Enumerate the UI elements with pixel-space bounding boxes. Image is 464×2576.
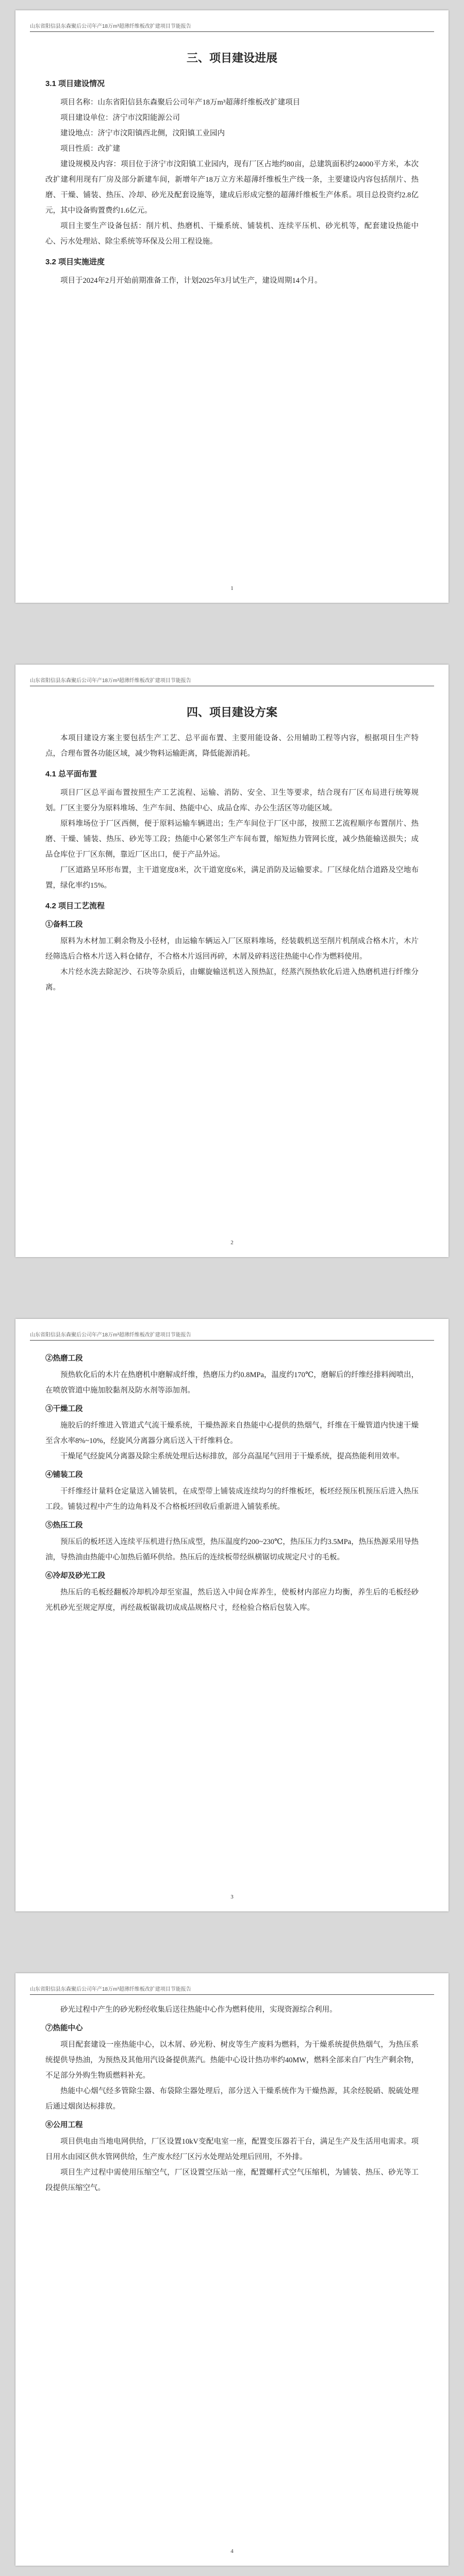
subsection-heading: ④铺装工段: [45, 1471, 83, 1479]
page-number: 3: [230, 1894, 234, 1900]
paragraph: 木片经水洗去除泥沙、石块等杂质后，由螺旋输送机送入预热缸，经蒸汽预热软化后进入热磨机进行纤维分离。: [45, 968, 419, 992]
subsection-heading: ③干燥工段: [45, 1405, 83, 1413]
subsection-heading: ①备料工段: [45, 921, 83, 929]
page-body: [45, 693, 419, 995]
paragraph: 项目主要生产设备包括：削片机、热磨机、干燥系统、铺装机、连续平压机、砂光机等，配套建设热能中心、污水处理站、除尘系统等环保及公用工程设施。: [45, 222, 419, 246]
section-heading: 4.2 项目工艺流程: [45, 902, 105, 910]
subsection-heading: ⑧公用工程: [45, 2121, 83, 2129]
paragraph: 项目生产过程中需使用压缩空气，厂区设置空压站一座，配置螺杆式空气压缩机，为铺装、热压、砂光等工段提供压缩空气。: [45, 2168, 419, 2192]
paragraph: 项目性质：改扩建: [60, 145, 120, 153]
paragraph: 项目供电由当地电网供给，厂区设置10kV变配电室一座，配置变压器若干台，满足生产及生活用电需求。项目用水由园区供水管网供给，生产废水经厂区污水处理站处理后回用，不外排。: [45, 2138, 419, 2161]
page-number: 2: [230, 1240, 234, 1246]
paragraph: 建设规模及内容：项目位于济宁市汶阳镇工业园内，现有厂区占地约80亩，总建筑面积约24000平方米，本次改扩建利用现有厂房及部分新建车间，新增年产18万立方米超薄纤维板生产线一条，主要建设内容包括削片、热磨、干燥、铺装、热压、冷却、砂光及配套设施等，建成后形成完整的超薄纤维板生产体系。项目总投资约2.8亿元，其中设备购置费约1.6亿元。: [45, 160, 419, 215]
page-header: 山东省阳信县东森聚后公司年产18万m³超薄纤维板改扩建项目节能报告: [30, 1985, 434, 1995]
chapter-title: 四、项目建设方案: [186, 706, 277, 719]
paragraph: 建设地点：济宁市汶阳镇西北侧，汶阳镇工业园内: [60, 129, 225, 138]
paragraph: 干纤维经计量料仓定量送入铺装机，在成型带上铺装成连续均匀的纤维板坯，板坯经预压机预压后进入热压工段。铺装过程中产生的边角料及不合格板坯回收后重新进入铺装系统。: [45, 1487, 419, 1511]
paragraph: 项目名称：山东省阳信县东森聚后公司年产18万m³超薄纤维板改扩建项目: [60, 98, 301, 107]
paragraph: 项目配套建设一座热能中心，以木屑、砂光粉、树皮等生产废料为燃料，为干燥系统提供热烟气，为热压系统提供导热油，为预热及其他用汽设备提供蒸汽。热能中心设计热功率约40MW，燃料全部来自厂内生产剩余物，不足部分外购生物质燃料补充。: [45, 2041, 419, 2080]
page-number: 1: [230, 585, 234, 591]
paragraph: 砂光过程中产生的砂光粉经收集后送往热能中心作为燃料使用，实现资源综合利用。: [60, 2006, 337, 2014]
paragraph: 项目厂区总平面布置按照生产工艺流程、运输、消防、安全、卫生等要求，结合现有厂区布局进行统筹规划。厂区主要分为原料堆场、生产车间、热能中心、成品仓库、办公生活区等功能区域。: [45, 789, 419, 812]
page-body: [45, 39, 419, 289]
section-heading: 3.1 项目建设情况: [45, 79, 105, 88]
page-body: [45, 2002, 419, 2196]
chapter-title: 三、项目建设进展: [186, 52, 277, 64]
paragraph: 干燥尾气经旋风分离器及除尘系统处理后达标排放，部分高温尾气回用于干燥系统，提高热能利用效率。: [60, 1452, 404, 1461]
page-header: 山东省阳信县东森聚后公司年产18万m³超薄纤维板改扩建项目节能报告: [30, 22, 434, 32]
subsection-heading: ⑦热能中心: [45, 2024, 83, 2032]
section-heading: 3.2 项目实施进度: [45, 258, 105, 266]
paragraph: 本项目建设方案主要包括生产工艺、总平面布置、主要用能设备、公用辅助工程等内容，根据项目生产特点，合理布置各功能区域，减少物料运输距离，降低能源消耗。: [45, 734, 419, 758]
section-heading: 4.1 总平面布置: [45, 770, 97, 778]
document-page: [15, 1973, 449, 2566]
document-page: [15, 665, 449, 1257]
page-header: 山东省阳信县东森聚后公司年产18万m³超薄纤维板改扩建项目节能报告: [30, 1330, 434, 1341]
paragraph: 原料堆场位于厂区西侧，便于原料运输车辆进出；生产车间位于厂区中部，按照工艺流程顺序布置削片、热磨、干燥、铺装、热压、砂光等工段；热能中心紧邻生产车间布置，缩短热力管网长度，减少热能输送损失；成品仓库位于厂区东侧，靠近厂区出口，便于产品外运。: [45, 820, 419, 859]
subsection-heading: ⑥冷却及砂光工段: [45, 1572, 105, 1580]
paragraph: 项目于2024年2月开始前期准备工作，计划2025年3月试生产，建设周期14个月。: [60, 277, 322, 285]
paragraph: 热压后的毛板经翻板冷却机冷却至室温，然后送入中间仓库养生，使板材内部应力均衡，养生后的毛板经砂光机砂光至规定厚度，再经裁板锯裁切成成品规格尺寸，经检验合格后包装入库。: [45, 1588, 419, 1612]
paragraph: 热能中心烟气经多管除尘器、布袋除尘器处理后，部分送入干燥系统作为干燥热源，其余经脱硝、脱硫处理后通过烟囱达标排放。: [45, 2087, 419, 2111]
subsection-heading: ⑤热压工段: [45, 1521, 83, 1530]
page-body: [45, 1348, 419, 1616]
subsection-heading: ②热磨工段: [45, 1354, 83, 1363]
page-header: 山东省阳信县东森聚后公司年产18万m³超薄纤维板改扩建项目节能报告: [30, 676, 434, 686]
document-page: [15, 1319, 449, 1911]
paragraph: 厂区道路呈环形布置，主干道宽度8米，次干道宽度6米，满足消防及运输要求。厂区绿化结合道路及空地布置，绿化率约15%。: [45, 866, 419, 890]
paragraph: 原料为木材加工剩余物及小径材，由运输车辆运入厂区原料堆场，经装载机送至削片机削成合格木片，木片经筛选后合格木片送入料仓储存，不合格木片返回再碎，木屑及碎料送往热能中心作为燃料使用。: [45, 937, 419, 961]
page-number: 4: [230, 2548, 234, 2554]
paragraph: 预压后的板坯送入连续平压机进行热压成型，热压温度约200~230℃，热压压力约3.5MPa，热压热源采用导热油，导热油由热能中心加热后循环供给。热压后的连续板带经纵横锯切成规定尺寸的毛板。: [45, 1538, 419, 1562]
paragraph: 施胶后的纤维进入管道式气流干燥系统，干燥热源来自热能中心提供的热烟气，纤维在干燥管道内快速干燥至含水率8%~10%，经旋风分离器分离后送入干纤维料仓。: [45, 1421, 419, 1445]
paragraph: 项目建设单位：济宁市汶阳能源公司: [60, 114, 180, 122]
document-page: [15, 10, 449, 603]
paragraph: 预热软化后的木片在热磨机中磨解成纤维，热磨压力约0.8MPa，温度约170℃，磨解后的纤维经排料阀喷出，在喷放管道中施加胶黏剂及防水剂等添加剂。: [45, 1371, 419, 1395]
